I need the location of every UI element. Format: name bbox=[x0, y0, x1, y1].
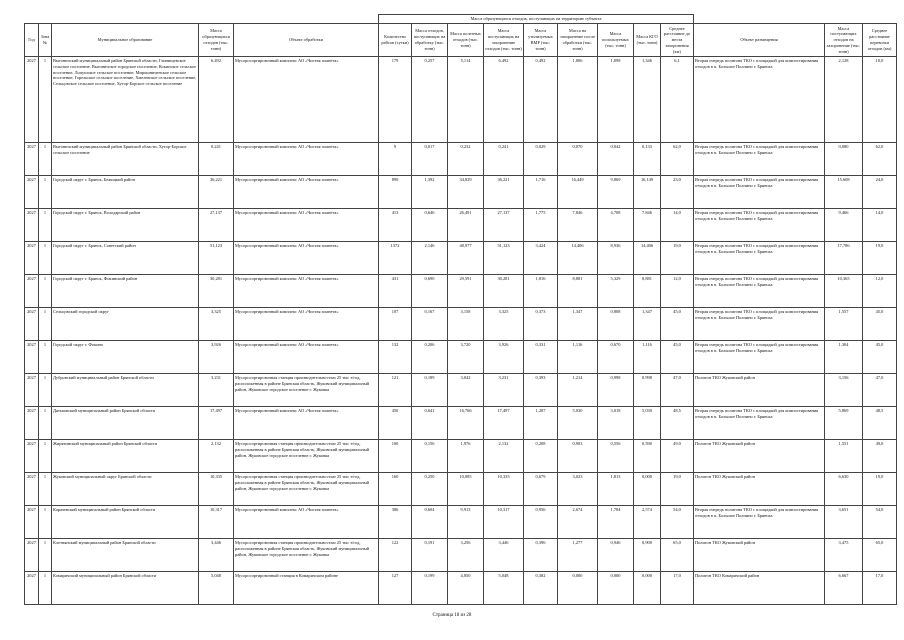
table-cell: Выгоничский муниципальный район Брянской области, Глинищевское сельское поселение, Выгоничское городское поселение, Кокинское сельское поселение, Лопушское сельское поселение, Мирошниченское сельское поселение, Горельское сельское поселение, Хмелевское сельское поселение, Сельцовское сельское поселение, Хутор-Борское сельское поселение bbox=[52, 57, 199, 143]
table-cell: Городской округ г. Брянск, Советский район bbox=[52, 242, 199, 275]
table-cell: 12,0 bbox=[661, 275, 694, 308]
table-cell: 1,098 bbox=[598, 57, 634, 143]
table-cell: Вторая очередь полигона ТКО с площадкой для компостирования отходов в п. Большое Полпино г. Брянска bbox=[694, 143, 825, 176]
table-cell: 16,149 bbox=[634, 176, 661, 209]
table-row bbox=[25, 341, 897, 374]
table-cell: 122 bbox=[379, 539, 412, 572]
table-row bbox=[25, 57, 897, 143]
column-header: Масса образующихся отходов (тыс. тонн) bbox=[199, 24, 234, 57]
table-cell: 3,325 bbox=[199, 308, 234, 341]
table-cell: 10,365 bbox=[825, 275, 863, 308]
table-cell: Городской округ г. Брянск, Фокинский район bbox=[52, 275, 199, 308]
table-cell: 0,900 bbox=[634, 539, 661, 572]
table-cell: 10,317 bbox=[484, 506, 524, 539]
table-cell: 1,304 bbox=[825, 341, 863, 374]
table-cell: 65,0 bbox=[863, 539, 897, 572]
table-cell: 1,976 bbox=[448, 440, 484, 473]
table-cell: 0,208 bbox=[524, 440, 558, 473]
table-cell: 2,132 bbox=[199, 440, 234, 473]
table-cell: 62,0 bbox=[863, 143, 897, 176]
table-cell: Мусоросортировочная станция производительностью 25 тыс т/год, расположенная в районе Брянская область, Жуковский муниципальный район, Жуковское городское поселение г. Жуковка bbox=[234, 374, 379, 407]
table-cell: 17,786 bbox=[825, 242, 863, 275]
table-cell: 14,0 bbox=[863, 209, 897, 242]
column-header: Масса отходов, поступающих на обработку (тыс. тонн) bbox=[412, 24, 448, 57]
table-header bbox=[25, 15, 897, 57]
table-cell: 1 bbox=[39, 275, 52, 308]
table-cell: 5,329 bbox=[598, 275, 634, 308]
table-cell: 36,221 bbox=[199, 176, 234, 209]
table-cell: 0,998 bbox=[634, 374, 661, 407]
table-cell: 2,132 bbox=[484, 440, 524, 473]
table-cell: 2027 bbox=[25, 242, 39, 275]
table-cell: 3,325 bbox=[484, 308, 524, 341]
table-cell: Вторая очередь полигона ТКО с площадкой для компостирования отходов в п. Большое Полпино г. Брянска bbox=[694, 308, 825, 341]
column-header: Масса используемых (тыс. тонн) bbox=[598, 24, 634, 57]
table-cell: 48,977 bbox=[448, 242, 484, 275]
table-cell: 2027 bbox=[25, 539, 39, 572]
table-cell: 0,232 bbox=[448, 143, 484, 176]
table-cell: 431 bbox=[379, 275, 412, 308]
table-cell: 10,085 bbox=[448, 473, 484, 506]
table-cell: 0,206 bbox=[412, 341, 448, 374]
table-cell: 0,382 bbox=[524, 572, 558, 605]
table-cell: 9 bbox=[379, 143, 412, 176]
table-cell: 1372 bbox=[379, 242, 412, 275]
table-cell: 160 bbox=[379, 473, 412, 506]
table-cell: 36,221 bbox=[484, 176, 524, 209]
table-cell: Полигон ТКО Жуковский район bbox=[694, 473, 825, 506]
table-cell: 4,708 bbox=[598, 209, 634, 242]
table-cell: 132 bbox=[379, 341, 412, 374]
table-row bbox=[25, 407, 897, 440]
column-header: Масса на захоронение после обработки (тыс. тонн) bbox=[558, 24, 598, 57]
table-cell: 100 bbox=[379, 440, 412, 473]
table-cell: 1,775 bbox=[524, 209, 558, 242]
table-cell: 0,396 bbox=[524, 539, 558, 572]
table-cell: 0,133 bbox=[634, 143, 661, 176]
table-cell: 0,000 bbox=[558, 572, 598, 605]
table-cell: 0,189 bbox=[412, 374, 448, 407]
table-cell: 14,0 bbox=[661, 209, 694, 242]
table-cell: 49,0 bbox=[661, 440, 694, 473]
table-cell: Сельцовский городской округ bbox=[52, 308, 199, 341]
table-cell: 14,406 bbox=[558, 242, 598, 275]
table-cell: Мусоросортировочный комплекс АО «Чистая планета» bbox=[234, 143, 379, 176]
table-cell: 8,936 bbox=[598, 242, 634, 275]
table-cell: 1 bbox=[39, 440, 52, 473]
table-cell: Выгоничский муниципальный район Брянской области, Хутор-Борское сельское поселение bbox=[52, 143, 199, 176]
table-cell: 45,0 bbox=[863, 308, 897, 341]
table-cell: 121 bbox=[379, 374, 412, 407]
table-cell: 6,667 bbox=[825, 572, 863, 605]
table-cell: 2027 bbox=[25, 57, 39, 143]
table-cell: 9,913 bbox=[448, 506, 484, 539]
table-row bbox=[25, 308, 897, 341]
table-cell: 0,241 bbox=[199, 143, 234, 176]
table-cell: 1 bbox=[39, 242, 52, 275]
table-cell: 3,231 bbox=[484, 374, 524, 407]
table-cell: 29,591 bbox=[448, 275, 484, 308]
table-cell: 1 bbox=[39, 473, 52, 506]
table-cell: 0,000 bbox=[598, 572, 634, 605]
table-cell: 1 bbox=[39, 209, 52, 242]
table-cell: 8,881 bbox=[634, 275, 661, 308]
table-cell: 0,080 bbox=[825, 143, 863, 176]
table-cell: Мусоросортировочный комплекс АО «Чистая планета» bbox=[234, 57, 379, 143]
table-cell: Вторая очередь полигона ТКО с площадкой для компостирования отходов в п. Большое Полпино г. Брянска bbox=[694, 242, 825, 275]
table-cell: 1 bbox=[39, 374, 52, 407]
table-cell: Городской округ г. Брянск, Володарский район bbox=[52, 209, 199, 242]
table-cell: 3,720 bbox=[448, 341, 484, 374]
table-cell: 0,604 bbox=[412, 506, 448, 539]
table-cell: 3,446 bbox=[484, 539, 524, 572]
table-cell: 0,373 bbox=[524, 308, 558, 341]
table-cell: 1 bbox=[39, 308, 52, 341]
table-cell: 107 bbox=[379, 308, 412, 341]
table-cell: 0,556 bbox=[598, 440, 634, 473]
table-cell: 24,0 bbox=[863, 176, 897, 209]
table-cell: Полигон ТКО Комаричский район bbox=[694, 572, 825, 605]
table-cell: 9,466 bbox=[825, 209, 863, 242]
table-cell: 0,156 bbox=[412, 440, 448, 473]
column-header: Масса полезных отходов (тыс. тонн) bbox=[448, 24, 484, 57]
column-header: Среднее расстояние до места захоронения (км) bbox=[661, 24, 694, 57]
table-cell: 7,846 bbox=[558, 209, 598, 242]
table-cell: 45,0 bbox=[863, 341, 897, 374]
table-cell: 0,029 bbox=[524, 143, 558, 176]
table-cell: 17,0 bbox=[863, 572, 897, 605]
table-cell: 54,0 bbox=[661, 506, 694, 539]
table-cell: Мусоросортировочная станция производительностью 25 тыс т/год, расположенная в районе Брянская область, Жуковский муниципальный район, Жуковское городское поселение г. Жуковка bbox=[234, 473, 379, 506]
table-cell: 0,017 bbox=[412, 143, 448, 176]
column-header: Объект размещения bbox=[694, 24, 825, 57]
table-cell: 0,670 bbox=[598, 341, 634, 374]
table-cell: 0,191 bbox=[412, 539, 448, 572]
table-cell: 54,0 bbox=[863, 506, 897, 539]
column-header: Масса утилизуемых ВМР (тыс. тонн) bbox=[524, 24, 558, 57]
table-cell: 1,277 bbox=[558, 539, 598, 572]
table-cell: 2027 bbox=[25, 209, 39, 242]
table-cell: 1,816 bbox=[524, 275, 558, 308]
table-cell: 3,018 bbox=[598, 407, 634, 440]
table-cell: 2027 bbox=[25, 143, 39, 176]
table-cell: 3,231 bbox=[199, 374, 234, 407]
table-cell: 0,998 bbox=[598, 374, 634, 407]
table-cell: Вторая очередь полигона ТКО с площадкой для компостирования отходов в п. Большое Полпино г. Брянска bbox=[694, 176, 825, 209]
table-cell: 127 bbox=[379, 572, 412, 605]
table-cell: 0,042 bbox=[598, 143, 634, 176]
table-cell: 0,903 bbox=[558, 440, 598, 473]
table-cell: 2,674 bbox=[558, 506, 598, 539]
table-cell: 10,317 bbox=[199, 506, 234, 539]
column-header: Количество рейсов (сутки) bbox=[379, 24, 412, 57]
table-row bbox=[25, 209, 897, 242]
table-cell: 2027 bbox=[25, 374, 39, 407]
table-cell: 2027 bbox=[25, 506, 39, 539]
table-cell: Вторая очередь полигона ТКО с площадкой для компостирования отходов в п. Большое Полпино г. Брянска bbox=[694, 341, 825, 374]
table-cell: 3,424 bbox=[524, 242, 558, 275]
column-header: Зона № bbox=[39, 24, 52, 57]
table-cell: 10,335 bbox=[484, 473, 524, 506]
table-cell: 2,574 bbox=[634, 506, 661, 539]
table-cell: 47,0 bbox=[661, 374, 694, 407]
table-cell: 2,146 bbox=[412, 242, 448, 275]
table-cell: 34,829 bbox=[448, 176, 484, 209]
table-cell: 6,492 bbox=[484, 57, 524, 143]
table-cell: 1,806 bbox=[558, 57, 598, 143]
table-cell: 19,0 bbox=[863, 473, 897, 506]
table-cell: 1,347 bbox=[634, 308, 661, 341]
table-cell: 5,869 bbox=[825, 407, 863, 440]
table-cell: 5,030 bbox=[558, 407, 598, 440]
table-cell: Вторая очередь полигона ТКО с площадкой для компостирования отходов в п. Большое Полпино г. Брянска bbox=[694, 275, 825, 308]
table-row bbox=[25, 539, 897, 572]
table-cell: 0,241 bbox=[484, 143, 524, 176]
table-cell: Полигон ТКО Жуковский район bbox=[694, 440, 825, 473]
table-cell: Карачевский муниципальный район Брянской области bbox=[52, 506, 199, 539]
table-cell: 26,491 bbox=[448, 209, 484, 242]
table-row bbox=[25, 374, 897, 407]
table-row bbox=[25, 143, 897, 176]
table-cell: 47,0 bbox=[863, 374, 897, 407]
table-cell: 0,250 bbox=[412, 473, 448, 506]
table-cell: 0,492 bbox=[524, 57, 558, 143]
table-row bbox=[25, 506, 897, 539]
table-cell: 2027 bbox=[25, 308, 39, 341]
table-cell: 51,123 bbox=[484, 242, 524, 275]
table-cell: 2027 bbox=[25, 176, 39, 209]
table-cell: 2027 bbox=[25, 407, 39, 440]
group-title: Масса образующихся отходов, поступающих на территорию субъекта bbox=[379, 15, 694, 24]
table-cell: 5,048 bbox=[484, 572, 524, 605]
table-cell: 3,475 bbox=[825, 539, 863, 572]
table-cell: 0,679 bbox=[524, 473, 558, 506]
column-header: Год bbox=[25, 24, 39, 57]
table-cell: 0,257 bbox=[412, 57, 448, 143]
table-cell: 51,123 bbox=[199, 242, 234, 275]
table-cell: 5,030 bbox=[634, 407, 661, 440]
table-cell: 6,492 bbox=[199, 57, 234, 143]
table-cell: 0,808 bbox=[598, 308, 634, 341]
table-cell: 0,956 bbox=[524, 506, 558, 539]
table-cell: 1,347 bbox=[558, 308, 598, 341]
table-cell: 9,869 bbox=[598, 176, 634, 209]
table-cell: 27,137 bbox=[484, 209, 524, 242]
table-cell: 179 bbox=[379, 57, 412, 143]
table-cell: 6,630 bbox=[825, 473, 863, 506]
table-cell: 0,690 bbox=[412, 275, 448, 308]
table-cell: 5,048 bbox=[199, 572, 234, 605]
table-cell: 1 bbox=[39, 143, 52, 176]
table-cell: 3,256 bbox=[448, 539, 484, 572]
table-cell: 1 bbox=[39, 506, 52, 539]
table-cell: Комаричский муниципальный район Брянской области bbox=[52, 572, 199, 605]
table-cell: 19,0 bbox=[661, 473, 694, 506]
table-cell: 45,0 bbox=[661, 308, 694, 341]
table-cell: 23,0 bbox=[661, 176, 694, 209]
table-cell: Мусоросортировочный комплекс АО «Чистая планета» bbox=[234, 176, 379, 209]
table-cell: Дятьковский муниципальный район Брянской области bbox=[52, 407, 199, 440]
table-cell: 1,214 bbox=[558, 374, 598, 407]
table-cell: 48,5 bbox=[863, 407, 897, 440]
document-sheet bbox=[24, 14, 892, 605]
column-header: Масса поступающих отходов на захоронение (тыс. тонн) bbox=[825, 24, 863, 57]
table-row bbox=[25, 440, 897, 473]
table-cell: Вторая очередь полигона ТКО с площадкой для компостирования отходов в п. Большое Полпино г. Брянска bbox=[694, 57, 825, 143]
table-cell: Вторая очередь полигона ТКО с площадкой для компостирования отходов в п. Большое Полпино г. Брянска bbox=[694, 506, 825, 539]
table-cell: 16,766 bbox=[448, 407, 484, 440]
table-cell: 1,116 bbox=[634, 341, 661, 374]
column-header: Масса КГО (тыс. тонн) bbox=[634, 24, 661, 57]
column-header: Объект обработки bbox=[234, 24, 379, 57]
table-cell: Полигон ТКО Жуковский район bbox=[694, 374, 825, 407]
table-cell: 4,850 bbox=[448, 572, 484, 605]
table-cell: 1,551 bbox=[825, 440, 863, 473]
table-cell: 45,0 bbox=[661, 341, 694, 374]
table-cell: 1,716 bbox=[524, 176, 558, 209]
table-cell: Клетнянский муниципальный район Брянской области bbox=[52, 539, 199, 572]
table-cell: Мусоросортировочная станция производительностью 25 тыс т/год, расположенная в районе Брянская область, Жуковский муниципальный район, Жуковское городское поселение г. Жуковка bbox=[234, 539, 379, 572]
table-cell: 2027 bbox=[25, 341, 39, 374]
table-cell: 27,137 bbox=[199, 209, 234, 242]
table-cell: Мусоросортировочный комплекс АО «Чистая планета» bbox=[234, 209, 379, 242]
table-cell: 1 bbox=[39, 176, 52, 209]
table-cell: 0,946 bbox=[598, 539, 634, 572]
table-cell: 0,393 bbox=[524, 374, 558, 407]
table-cell: 12,0 bbox=[863, 275, 897, 308]
table-cell: Мусоросортировочный комплекс АО «Чистая планета» bbox=[234, 341, 379, 374]
table-cell: Вторая очередь полигона ТКО с площадкой для компостирования отходов в п. Большое Полпино г. Брянска bbox=[694, 407, 825, 440]
column-header: Среднее расстояние перевозки отходов (км) bbox=[863, 24, 897, 57]
table-cell: 0,167 bbox=[412, 308, 448, 341]
table-cell: 30,281 bbox=[199, 275, 234, 308]
table-row bbox=[25, 572, 897, 605]
table-cell: 10,335 bbox=[199, 473, 234, 506]
table-cell: 3,042 bbox=[448, 374, 484, 407]
table-cell: Мусоросортировочный комплекс АО «Чистая планета» bbox=[234, 275, 379, 308]
table-cell: 19,0 bbox=[661, 242, 694, 275]
table-cell: Мусоросортировочный комплекс АО «Чистая планета» bbox=[234, 407, 379, 440]
table-cell: 2027 bbox=[25, 275, 39, 308]
table-cell: 1,116 bbox=[558, 341, 598, 374]
table-cell: Мусоросортировочная станция производительностью 25 тыс т/год, расположенная в районе Брянская область, Жуковский муниципальный район, Жуковское городское поселение г. Жуковка bbox=[234, 440, 379, 473]
table-cell: 30,281 bbox=[484, 275, 524, 308]
table-cell: 0,641 bbox=[412, 407, 448, 440]
table-row bbox=[25, 473, 897, 506]
table-cell: 1,557 bbox=[825, 308, 863, 341]
table-cell: 0,070 bbox=[558, 143, 598, 176]
table-row bbox=[25, 275, 897, 308]
column-header: Масса поступающих на захоронение отходов (тыс. тонн) bbox=[484, 24, 524, 57]
page-number: Страница 18 из 28 bbox=[432, 613, 472, 618]
table-cell: 2027 bbox=[25, 572, 39, 605]
table-cell: 17,497 bbox=[199, 407, 234, 440]
table-cell: 1 bbox=[39, 572, 52, 605]
table-cell: Вторая очередь полигона ТКО с площадкой для компостирования отходов в п. Большое Полпино г. Брянска bbox=[694, 209, 825, 242]
table-cell: 14,406 bbox=[634, 242, 661, 275]
table-row bbox=[25, 176, 897, 209]
table-cell: 48,5 bbox=[661, 407, 694, 440]
table-cell: 49,0 bbox=[863, 440, 897, 473]
table-cell: 10,0 bbox=[863, 57, 897, 143]
table-cell: 3,446 bbox=[199, 539, 234, 572]
table-cell: Городской округ г. Брянск, Бежицкий район bbox=[52, 176, 199, 209]
table-cell: 15,608 bbox=[825, 176, 863, 209]
table-cell: 2,128 bbox=[825, 57, 863, 143]
table-cell: 890 bbox=[379, 176, 412, 209]
table-cell: 2027 bbox=[25, 473, 39, 506]
table-cell: 413 bbox=[379, 209, 412, 242]
table-cell: 1 bbox=[39, 407, 52, 440]
table-cell: Жирятинский муниципальный район Брянской области bbox=[52, 440, 199, 473]
table-cell: 3,023 bbox=[558, 473, 598, 506]
table-cell: 8,881 bbox=[558, 275, 598, 308]
table-row bbox=[25, 242, 897, 275]
table-cell: 19,0 bbox=[863, 242, 897, 275]
table-cell: 0,000 bbox=[634, 572, 661, 605]
table-cell: 450 bbox=[379, 407, 412, 440]
table-cell: 16,449 bbox=[558, 176, 598, 209]
table-cell: 17,0 bbox=[661, 572, 694, 605]
table-cell: 0,199 bbox=[412, 572, 448, 605]
table-cell: 0,590 bbox=[634, 440, 661, 473]
table-body bbox=[25, 57, 897, 605]
table-cell: 3,158 bbox=[448, 308, 484, 341]
table-cell: 6,1 bbox=[661, 57, 694, 143]
table-cell: 1,813 bbox=[598, 473, 634, 506]
table-cell: Мусоросортировочный комплекс АО «Чистая планета» bbox=[234, 242, 379, 275]
table-cell: 1,784 bbox=[598, 506, 634, 539]
table-cell: Мусоросортировочный комплекс АО «Чистая планета» bbox=[234, 308, 379, 341]
table-cell: 1,346 bbox=[634, 57, 661, 143]
table-cell: Жуковский муниципальный округ Брянской области bbox=[52, 473, 199, 506]
table-cell: Мусоросортировочный комплекс АО «Чистая планета» bbox=[234, 506, 379, 539]
table-cell: 386 bbox=[379, 506, 412, 539]
table-cell: 3,651 bbox=[825, 506, 863, 539]
table-cell: 0,000 bbox=[634, 473, 661, 506]
waste-flow-table bbox=[24, 14, 897, 605]
table-cell: 3,926 bbox=[484, 341, 524, 374]
table-cell: 62,0 bbox=[661, 143, 694, 176]
table-cell: 1 bbox=[39, 539, 52, 572]
table-cell: 7,846 bbox=[634, 209, 661, 242]
table-cell: 1 bbox=[39, 57, 52, 143]
table-cell: 0,646 bbox=[412, 209, 448, 242]
table-cell: Полигон ТКО Жуковский район bbox=[694, 539, 825, 572]
table-cell: Городской округ г. Фокино bbox=[52, 341, 199, 374]
table-cell: 3,926 bbox=[199, 341, 234, 374]
table-cell: 5,114 bbox=[448, 57, 484, 143]
table-cell: Дубровский муниципальный район Брянской области bbox=[52, 374, 199, 407]
table-cell: 17,497 bbox=[484, 407, 524, 440]
table-cell: 1,287 bbox=[524, 407, 558, 440]
table-cell: 1 bbox=[39, 341, 52, 374]
column-header: Муниципальное образование bbox=[52, 24, 199, 57]
table-cell: Мусоросортировочный станция в Комаричском районе bbox=[234, 572, 379, 605]
table-cell: 1,392 bbox=[412, 176, 448, 209]
table-cell: 0,331 bbox=[524, 341, 558, 374]
table-cell: 65,0 bbox=[661, 539, 694, 572]
table-cell: 2027 bbox=[25, 440, 39, 473]
table-cell: 3,156 bbox=[825, 374, 863, 407]
